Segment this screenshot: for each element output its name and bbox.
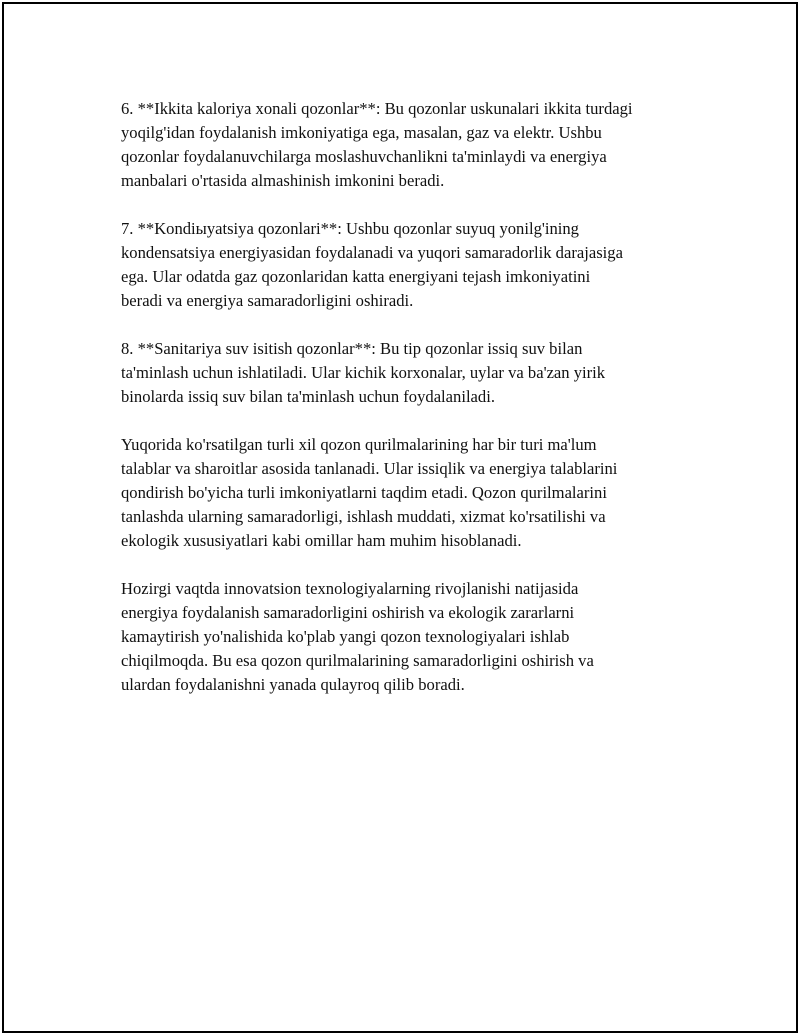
text-line: 6. **Ikkita kaloriya xonali qozonlar**: Bu qozonlar uskunalari ikkita turdagi <box>121 99 633 118</box>
text-line: Hozirgi vaqtda innovatsion texnologiyalarning rivojlanishi natijasida <box>121 579 579 598</box>
text-line: kamaytirish yo'nalishida ko'plab yangi qozon texnologiyalari ishlab <box>121 627 570 646</box>
text-line: talablar va sharoitlar asosida tanlanadi. Ular issiqlik va energiya talablarini <box>121 459 618 478</box>
text-line: 7. **Kondiыyatsiya qozonlari**: Ushbu qozonlar suyuq yonilg'ining <box>121 219 579 238</box>
paragraph-item-7 <box>121 217 701 313</box>
text-line: Yuqorida ko'rsatilgan turli xil qozon qurilmalarining har bir turi ma'lum <box>121 435 597 454</box>
text-line: energiya foydalanish samaradorligini oshirish va ekologik zararlarni <box>121 603 575 622</box>
page-frame <box>2 2 798 1033</box>
text-line: ega. Ular odatda gaz qozonlaridan katta energiyani tejash imkoniyatini <box>121 267 591 286</box>
text-line: tanlashda ularning samaradorligi, ishlash muddati, xizmat ko'rsatilishi va <box>121 507 606 526</box>
text-line: kondensatsiya energiyasidan foydalanadi va yuqori samaradorlik darajasiga <box>121 243 623 262</box>
text-line: ta'minlash uchun ishlatiladi. Ular kichik korxonalar, uylar va ba'zan yirik <box>121 363 606 382</box>
text-line: ulardan foydalanishni yanada qulayroq qilib boradi. <box>121 675 465 694</box>
text-line: qondirish bo'yicha turli imkoniyatlarni taqdim etadi. Qozon qurilmalarini <box>121 483 607 502</box>
document-body <box>121 97 701 721</box>
text-line: beradi va energiya samaradorligini oshiradi. <box>121 291 414 310</box>
text-line: binolarda issiq suv bilan ta'minlash uchun foydalaniladi. <box>121 387 495 406</box>
text-line: yoqilg'idan foydalanish imkoniyatiga ega, masalan, gaz va elektr. Ushbu <box>121 123 602 142</box>
text-line: manbalari o'rtasida almashinish imkonini beradi. <box>121 171 445 190</box>
text-line: chiqilmoqda. Bu esa qozon qurilmalarining samaradorligini oshirish va <box>121 651 594 670</box>
paragraph-innovation <box>121 577 701 697</box>
text-line: qozonlar foydalanuvchilarga moslashuvchanlikni ta'minlaydi va energiya <box>121 147 607 166</box>
text-line: 8. **Sanitariya suv isitish qozonlar**: Bu tip qozonlar issiq suv bilan <box>121 339 583 358</box>
text-line: ekologik xususiyatlari kabi omillar ham muhim hisoblanadi. <box>121 531 522 550</box>
paragraph-summary <box>121 433 701 553</box>
paragraph-item-6 <box>121 97 701 193</box>
paragraph-item-8 <box>121 337 701 409</box>
